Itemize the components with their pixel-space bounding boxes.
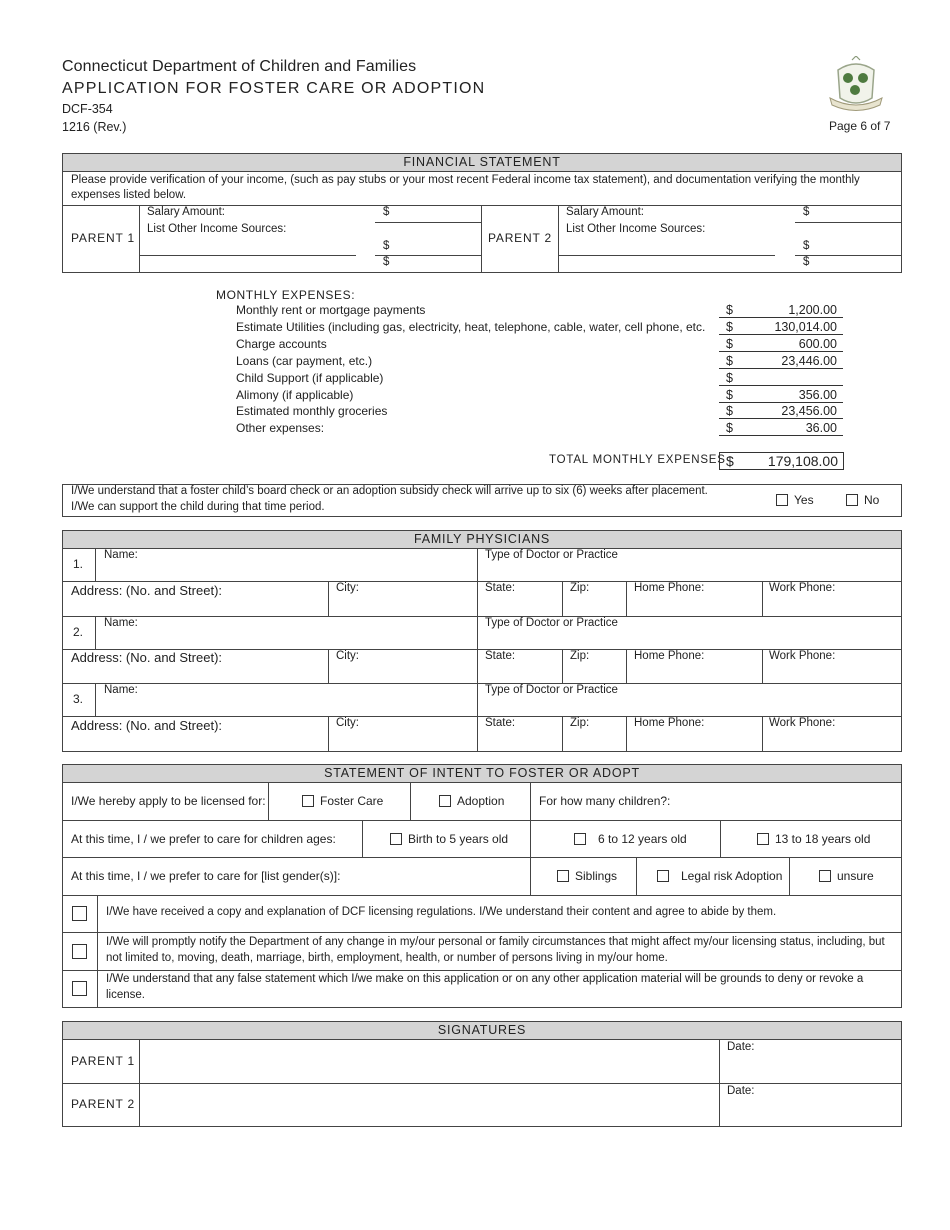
parent1-salary-input[interactable] [375,206,481,221]
physician-address-field[interactable]: Address: (No. and Street): [71,650,223,665]
form-revision: 1216 (Rev.) [62,120,127,134]
total-monthly-expenses-label: TOTAL MONTHLY EXPENSES [549,454,726,466]
signature-parent2-field[interactable] [140,1084,718,1126]
ack-regulations-checkbox[interactable] [72,906,87,921]
physician-address-field[interactable]: Address: (No. and Street): [71,718,223,733]
total-monthly-expenses-field[interactable]: $ 179,108.00 [719,452,844,470]
physician-home-phone-field[interactable]: Home Phone: [634,582,705,594]
yes-checkbox[interactable] [776,494,788,506]
expense-amount-field[interactable]: $ 356.00 [719,388,843,403]
parent2-income3-dollar: $ [803,256,810,268]
expense-amount-field[interactable]: $ 130,014.00 [719,320,843,335]
age-13-to-18-checkbox[interactable] [757,833,769,845]
signatures-title: SIGNATURES [62,1021,902,1040]
agency-name: Connecticut Department of Children and Families [62,58,417,75]
expense-label: Monthly rent or mortgage payments [236,303,426,317]
expense-amount-field[interactable]: $ [719,371,843,386]
parent1-salary-dollar: $ [383,206,390,218]
physician-city-field[interactable]: City: [336,717,359,729]
gender-preference-label: At this time, I / we prefer to care for [list gender(s)]: [71,869,341,883]
ack-regulations-text: I/We have received a copy and explanation of DCF licensing regulations. I/We understand their content and agree to abide by them. [106,906,777,918]
expense-amount-field[interactable]: $ 23,446.00 [719,354,843,369]
physician-name-field[interactable]: Name: [104,549,138,561]
physician-address-field[interactable]: Address: (No. and Street): [71,583,223,598]
age-birth-to-5-checkbox[interactable] [390,833,402,845]
signature-parent2-label: PARENT 2 [71,1097,135,1111]
total-monthly-expenses-value: 179,108.00 [767,453,838,469]
expense-amount: 23,456.00 [781,404,837,418]
parent2-other-income-input[interactable] [559,238,775,254]
legal-risk-adoption-option[interactable]: Legal risk Adoption [657,869,782,883]
physician-city-field[interactable]: City: [336,650,359,662]
page-number: Page 6 of 7 [829,119,891,133]
expense-amount-field[interactable]: $ 23,456.00 [719,404,843,419]
expense-label: Estimate Utilities (including gas, electricity, heat, telephone, cable, water, cell phone, etc. [236,320,706,334]
physician-state-field[interactable]: State: [485,582,516,594]
family-physicians-title: FAMILY PHYSICIANS [62,530,902,549]
age-birth-to-5-option[interactable]: Birth to 5 years old [390,832,508,846]
signature-parent1-date-field[interactable]: Date: [727,1041,755,1053]
expense-label: Loans (car payment, etc.) [236,354,373,368]
parent2-label: PARENT 2 [488,231,552,245]
physician-zip-field[interactable]: Zip: [570,582,590,594]
expense-amount: 23,446.00 [781,354,837,368]
ack-notify-checkbox[interactable] [72,944,87,959]
unsure-option[interactable]: unsure [819,869,874,883]
legal-risk-adoption-checkbox[interactable] [657,870,669,882]
parent2-salary-dollar: $ [803,206,810,218]
physician-work-phone-field[interactable]: Work Phone: [769,717,836,729]
parent1-income3-dollar: $ [383,256,390,268]
parent1-other-income-input[interactable] [140,238,356,254]
physician-city-field[interactable]: City: [336,582,359,594]
expense-amount: 356.00 [798,388,837,402]
ack-notify-text: I/We will promptly notify the Department of any change in my/our personal or family circumstances that might affect my/our licensing status, including, but not limited to, moving, death, marriage, birth, employment, health, or number of persons living in my/our home. [106,936,885,964]
statement-of-intent-title: STATEMENT OF INTENT TO FOSTER OR ADOPT [62,764,902,783]
board-check-no-option[interactable]: No [846,493,879,507]
adoption-option[interactable]: Adoption [439,794,504,808]
age-6-to-12-checkbox[interactable] [574,833,586,845]
expense-amount: 36.00 [805,421,837,435]
expense-label: Charge accounts [236,337,327,351]
signature-parent2-date-field[interactable]: Date: [727,1085,755,1097]
ages-preference-label: At this time, I / we prefer to care for children ages: [71,832,336,846]
physician-number: 2. [73,625,84,639]
physician-name-field[interactable]: Name: [104,617,138,629]
expense-amount: 130,014.00 [774,320,837,334]
parent2-salary-label: Salary Amount: [566,206,644,218]
physician-number: 3. [73,692,84,706]
apply-licensed-label: I/We hereby apply to be licensed for: [71,794,266,808]
unsure-checkbox[interactable] [819,870,831,882]
parent1-income2-dollar: $ [383,240,390,252]
siblings-option[interactable]: Siblings [557,869,617,883]
expense-amount-field[interactable]: $ 36.00 [719,421,843,436]
ack-false-statement-checkbox[interactable] [72,981,87,996]
board-check-yes-option[interactable]: Yes [776,493,814,507]
expense-label: Alimony (if applicable) [236,388,354,402]
physician-home-phone-field[interactable]: Home Phone: [634,717,705,729]
state-seal-icon [826,56,886,114]
monthly-expenses-heading: MONTHLY EXPENSES: [216,288,356,302]
foster-care-checkbox[interactable] [302,795,314,807]
physician-work-phone-field[interactable]: Work Phone: [769,650,836,662]
parent1-label: PARENT 1 [71,231,135,245]
financial-statement-title: FINANCIAL STATEMENT [62,153,902,172]
form-number: DCF-354 [62,102,113,116]
parent2-income2-dollar: $ [803,240,810,252]
board-check-text-line2: I/We can support the child during that time period. [71,501,325,513]
physician-state-field[interactable]: State: [485,650,516,662]
board-check-text-line1: I/We understand that a foster child’s board check or an adoption subsidy check will arrive up to six (6) weeks after placement. [71,485,708,497]
expense-amount-field[interactable]: $ 1,200.00 [719,303,843,318]
age-13-to-18-option[interactable]: 13 to 18 years old [757,832,870,846]
parent1-salary-label: Salary Amount: [147,206,225,218]
signature-parent1-field[interactable] [140,1040,718,1082]
physician-home-phone-field[interactable]: Home Phone: [634,650,705,662]
physician-number: 1. [73,557,84,571]
parent2-salary-input[interactable] [795,206,901,221]
age-6-to-12-option[interactable]: 6 to 12 years old [574,832,687,846]
expense-label: Estimated monthly groceries [236,404,388,418]
physician-type-field[interactable]: Type of Doctor or Practice [485,684,618,696]
parent1-other-income-label: List Other Income Sources: [147,223,287,235]
physician-zip-field[interactable]: Zip: [570,650,590,662]
adoption-checkbox[interactable] [439,795,451,807]
how-many-children-field[interactable]: For how many children?: [539,794,671,808]
ack-false-statement-text: I/We understand that any false statement which I/we make on this application or on any other application material will be grounds to deny or revoke a license. [106,973,864,1001]
expense-label: Child Support (if applicable) [236,371,384,385]
physician-work-phone-field[interactable]: Work Phone: [769,582,836,594]
expense-amount-field[interactable]: $ 600.00 [719,337,843,352]
form-title: APPLICATION FOR FOSTER CARE OR ADOPTION [62,80,486,97]
foster-care-option[interactable]: Foster Care [302,794,383,808]
physician-state-field[interactable]: State: [485,717,516,729]
physician-type-field[interactable]: Type of Doctor or Practice [485,549,618,561]
financial-intro: Please provide verification of your income, (such as pay stubs or your most recent Federal income tax statement), and documentation verifying the monthly expenses listed below. [71,174,860,201]
physician-type-field[interactable]: Type of Doctor or Practice [485,617,618,629]
expense-amount: 1,200.00 [788,303,837,317]
parent2-other-income-label: List Other Income Sources: [566,223,706,235]
expense-amount: 600.00 [798,337,837,351]
signature-parent1-label: PARENT 1 [71,1054,135,1068]
physician-zip-field[interactable]: Zip: [570,717,590,729]
no-checkbox[interactable] [846,494,858,506]
expense-label: Other expenses: [236,421,325,435]
siblings-checkbox[interactable] [557,870,569,882]
physician-name-field[interactable]: Name: [104,684,138,696]
